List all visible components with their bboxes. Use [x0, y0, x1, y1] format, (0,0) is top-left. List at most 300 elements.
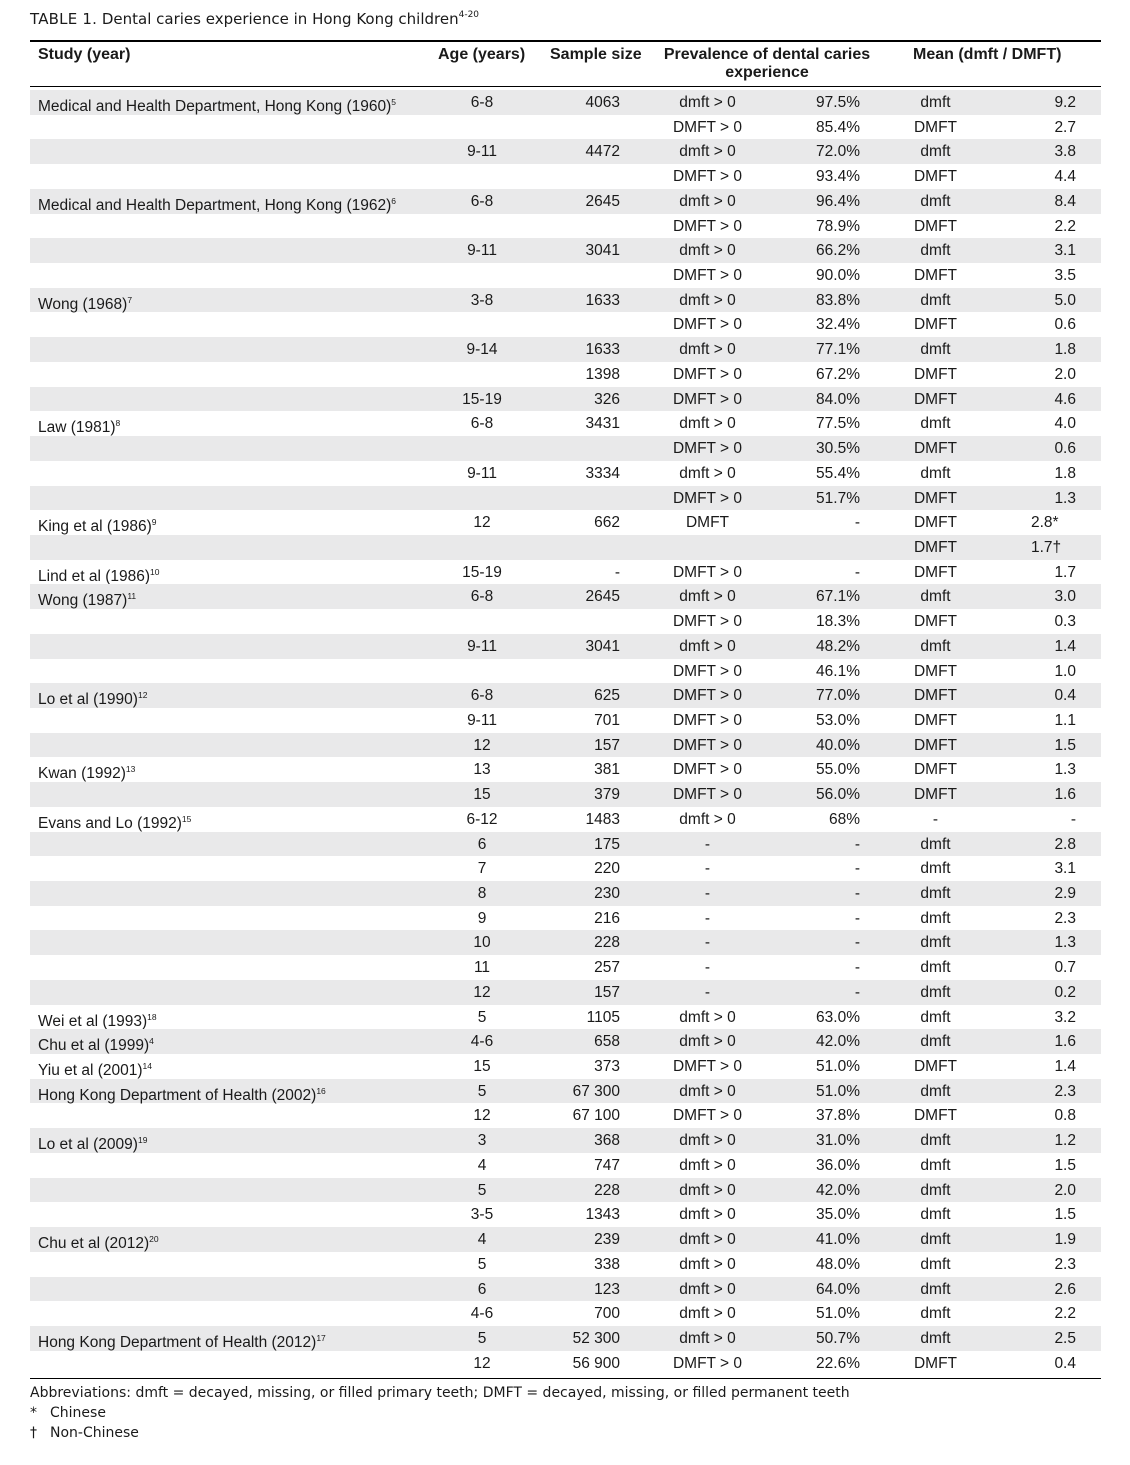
cell-study	[38, 1032, 154, 1055]
reference-number: 14	[142, 1061, 153, 1072]
study-name: Lind et al (1986)	[38, 567, 151, 585]
cell-age: 5	[477, 1082, 487, 1100]
cell-prevalence-indicator: DMFT	[685, 514, 730, 532]
table-row	[30, 535, 1101, 560]
cell-age: 12	[473, 1107, 491, 1125]
cell-mean-unit: dmft	[920, 1082, 951, 1100]
cell-mean-value: 2.3	[1054, 1082, 1076, 1100]
table-row	[30, 263, 1101, 288]
cell-mean-unit: DMFT	[913, 118, 958, 136]
reference-number: 7	[127, 294, 133, 305]
cell-age: 9-11	[467, 143, 497, 161]
table-row	[30, 461, 1101, 486]
cell-age: 6-8	[470, 588, 494, 606]
table-row	[30, 930, 1101, 955]
table-row	[30, 1277, 1101, 1302]
cell-age: 9-11	[467, 711, 497, 729]
cell-mean-value: 2.8*	[1031, 514, 1059, 532]
reference-number: 13	[125, 764, 136, 775]
table-row	[30, 659, 1101, 684]
cell-prevalence-indicator: dmft > 0	[679, 341, 736, 359]
table-row	[30, 1153, 1101, 1178]
cell-mean-value: 3.1	[1054, 242, 1076, 260]
study-name: Wong (1987)	[38, 592, 128, 610]
cell-prevalence-percent: 96.4%	[816, 192, 860, 210]
cell-prevalence-percent: -	[854, 563, 860, 581]
cell-mean-unit: DMFT	[913, 365, 958, 383]
cell-sample-size: 338	[594, 1255, 620, 1273]
cell-mean-value: 4.0	[1054, 415, 1076, 433]
cell-age: 9-11	[467, 242, 497, 260]
study-name: Kwan (1992)	[38, 765, 126, 783]
footnote-dagger-text: Non-Chinese	[50, 1425, 139, 1441]
cell-prevalence-indicator: dmft > 0	[679, 637, 736, 655]
table-row	[30, 955, 1101, 980]
cell-prevalence-percent: 53.0%	[816, 711, 860, 729]
cell-prevalence-indicator: dmft > 0	[679, 291, 736, 309]
footnote-chinese	[30, 1403, 850, 1423]
cell-mean-unit: DMFT	[913, 662, 958, 680]
cell-prevalence-indicator: DMFT > 0	[672, 761, 743, 779]
table-row	[30, 288, 1101, 313]
header-prevalence-line1: Prevalence of dental caries	[663, 46, 871, 63]
cell-prevalence-percent: 55.0%	[816, 761, 860, 779]
cell-sample-size: 3041	[585, 242, 620, 260]
cell-prevalence-percent: 84.0%	[816, 390, 860, 408]
cell-sample-size: 228	[594, 934, 620, 952]
cell-study	[38, 587, 136, 610]
cell-study	[38, 686, 147, 709]
cell-prevalence-indicator: DMFT > 0	[672, 316, 743, 334]
cell-mean-unit: DMFT	[913, 267, 958, 285]
cell-age: 8	[477, 885, 487, 902]
footnote-star-symbol: *	[30, 1405, 37, 1421]
cell-mean-unit: DMFT	[913, 1354, 958, 1372]
cell-prevalence-percent: 55.4%	[816, 464, 860, 482]
cell-mean-value: 4.4	[1054, 168, 1076, 186]
cell-mean-value: 8.4	[1054, 192, 1076, 210]
cell-study	[38, 563, 160, 586]
cell-mean-value: 1.6	[1054, 786, 1076, 804]
cell-prevalence-percent: 67.1%	[816, 588, 860, 606]
cell-age: 13	[473, 761, 491, 779]
cell-prevalence-percent: 93.4%	[816, 168, 860, 186]
study-name: Law (1981)	[38, 419, 116, 437]
cell-study	[38, 1230, 159, 1253]
cell-mean-value: 0.4	[1054, 687, 1076, 705]
cell-prevalence-percent: 68%	[828, 810, 860, 828]
cell-prevalence-percent: 72.0%	[816, 143, 860, 161]
table-row	[30, 609, 1101, 634]
cell-sample-size: 56 900	[572, 1354, 620, 1372]
table-notes	[30, 1383, 850, 1443]
cell-sample-size: 1483	[585, 810, 620, 828]
cell-prevalence-indicator: dmft > 0	[679, 1231, 736, 1249]
cell-prevalence-indicator: DMFT > 0	[672, 1107, 743, 1125]
cell-mean-value: 2.0	[1054, 1181, 1076, 1199]
table-row	[30, 708, 1101, 733]
table-row	[30, 807, 1101, 832]
cell-sample-size: 381	[594, 761, 620, 779]
footnote-star-text: Chinese	[50, 1405, 106, 1421]
cell-age: 10	[473, 934, 491, 952]
cell-prevalence-percent: 97.5%	[816, 94, 860, 111]
cell-prevalence-indicator: dmft > 0	[679, 192, 736, 210]
cell-study	[38, 810, 191, 833]
cell-mean-value: 1.6	[1054, 1033, 1076, 1051]
cell-prevalence-percent: 51.7%	[816, 489, 860, 507]
cell-prevalence-indicator: DMFT > 0	[672, 267, 743, 285]
cell-prevalence-percent: 67.2%	[816, 365, 860, 383]
cell-prevalence-percent: 51.0%	[816, 1082, 860, 1100]
cell-mean-unit: dmft	[920, 1156, 951, 1174]
table-row	[30, 312, 1101, 337]
cell-mean-unit: DMFT	[913, 168, 958, 186]
reference-number: 16	[316, 1085, 326, 1096]
cell-prevalence-percent: 77.0%	[816, 687, 860, 705]
cell-mean-unit: dmft	[920, 588, 951, 606]
cell-mean-unit: dmft	[920, 1305, 951, 1323]
cell-mean-value: 3.0	[1054, 588, 1076, 606]
cell-sample-size: 4472	[585, 143, 620, 161]
cell-mean-unit: DMFT	[913, 613, 958, 631]
cell-mean-value: 1.3	[1054, 761, 1076, 779]
reference-number: 6	[391, 195, 396, 206]
cell-sample-size: 67 100	[572, 1107, 620, 1125]
study-name: King et al (1986)	[38, 518, 152, 536]
cell-prevalence-percent: -	[854, 835, 860, 853]
footnote-dagger-symbol: †	[30, 1425, 37, 1441]
cell-prevalence-indicator: DMFT > 0	[672, 440, 743, 458]
cell-age: 3	[477, 1132, 487, 1150]
cell-prevalence-indicator: DMFT > 0	[672, 217, 743, 235]
cell-prevalence-percent: -	[854, 885, 860, 902]
cell-study	[38, 760, 135, 783]
cell-study	[38, 513, 156, 536]
cell-prevalence-indicator: dmft > 0	[679, 1082, 736, 1100]
table-row	[30, 90, 1101, 115]
table-row	[30, 1128, 1101, 1153]
cell-prevalence-percent: -	[854, 983, 860, 1001]
cell-mean-unit: DMFT	[913, 563, 958, 581]
header-rule	[30, 86, 1101, 87]
reference-number: 20	[149, 1234, 159, 1245]
cell-mean-unit: dmft	[920, 1231, 951, 1249]
cell-prevalence-indicator: dmft > 0	[679, 588, 736, 606]
cell-mean-unit: DMFT	[913, 1058, 958, 1076]
table-row	[30, 1252, 1101, 1277]
table-row	[30, 757, 1101, 782]
cell-prevalence-indicator: dmft > 0	[679, 415, 736, 433]
cell-mean-value: 1.8	[1054, 341, 1076, 359]
cell-age: 3-8	[470, 291, 494, 309]
cell-prevalence-indicator: dmft > 0	[679, 1305, 736, 1323]
cell-mean-value: 2.2	[1054, 1305, 1076, 1323]
cell-mean-unit: DMFT	[913, 711, 958, 729]
cell-age: 9-14	[466, 341, 498, 359]
table-body	[30, 90, 1101, 1375]
cell-prevalence-indicator: DMFT > 0	[672, 1058, 743, 1076]
cell-mean-value: 1.5	[1054, 1156, 1076, 1174]
cell-prevalence-percent: 40.0%	[816, 736, 860, 754]
cell-prevalence-percent: 18.3%	[816, 613, 860, 631]
study-name: Evans and Lo (1992)	[38, 814, 182, 832]
header-prevalence-line2: experience	[725, 64, 809, 81]
cell-prevalence-percent: -	[854, 514, 860, 532]
cell-mean-unit: dmft	[920, 1329, 951, 1347]
cell-mean-unit: dmft	[920, 415, 951, 433]
cell-sample-size: 3334	[585, 464, 620, 482]
cell-mean-unit: DMFT	[913, 440, 958, 458]
table-row	[30, 238, 1101, 263]
reference-number: 10	[150, 566, 160, 577]
cell-prevalence-percent: 50.7%	[816, 1329, 860, 1347]
cell-prevalence-indicator: DMFT > 0	[672, 365, 743, 383]
table-row	[30, 189, 1101, 214]
table-row	[30, 1301, 1101, 1326]
cell-prevalence-indicator: dmft > 0	[679, 94, 736, 111]
cell-mean-value: 2.2	[1054, 217, 1076, 235]
cell-mean-value: 5.0	[1054, 291, 1076, 309]
cell-age: 7	[477, 860, 487, 878]
cell-age: 11	[473, 959, 491, 977]
cell-mean-value: 0.2	[1054, 983, 1076, 1001]
cell-mean-value: 2.9	[1054, 885, 1076, 902]
cell-mean-value: 0.6	[1054, 316, 1076, 334]
table-row	[30, 214, 1101, 239]
cell-prevalence-indicator: DMFT > 0	[672, 662, 743, 680]
table-row	[30, 584, 1101, 609]
cell-sample-size: 123	[594, 1280, 620, 1298]
table-row	[30, 832, 1101, 857]
caption-refs: 4-20	[458, 10, 480, 20]
study-name: Medical and Health Department, Hong Kong (1962)	[38, 196, 392, 214]
cell-age: 5	[477, 1255, 487, 1273]
cell-mean-unit: dmft	[920, 934, 951, 952]
cell-prevalence-indicator: DMFT > 0	[672, 786, 743, 804]
cell-mean-value: 1.7†	[1031, 538, 1062, 556]
reference-number: 5	[391, 97, 396, 107]
study-name: Hong Kong Department of Health (2012)	[38, 1333, 317, 1351]
study-name: Chu et al (1999)	[38, 1037, 150, 1055]
cell-prevalence-indicator: DMFT > 0	[672, 563, 743, 581]
cell-age: 15	[473, 1058, 491, 1076]
header-age: Age (years)	[438, 46, 526, 63]
cell-mean-value: 2.5	[1054, 1329, 1076, 1347]
cell-study	[38, 192, 396, 215]
cell-mean-value: 2.7	[1054, 118, 1076, 136]
cell-prevalence-percent: 31.0%	[816, 1132, 860, 1150]
study-name: Wei et al (1993)	[38, 1012, 148, 1030]
cell-prevalence-percent: 51.0%	[816, 1058, 860, 1076]
cell-prevalence-indicator: -	[704, 983, 711, 1001]
cell-prevalence-indicator: DMFT > 0	[672, 736, 743, 754]
cell-study	[38, 1082, 326, 1105]
cell-mean-value: 1.1	[1054, 711, 1076, 729]
cell-prevalence-indicator: -	[704, 934, 711, 952]
cell-age: 6-8	[470, 192, 494, 210]
reference-number: 8	[115, 418, 121, 429]
cell-prevalence-percent: 46.1%	[816, 662, 860, 680]
table-row	[30, 115, 1101, 140]
cell-prevalence-percent: 83.8%	[816, 291, 860, 309]
cell-sample-size: 3431	[585, 415, 620, 433]
cell-prevalence-indicator: DMFT > 0	[672, 1354, 743, 1372]
cell-sample-size: 625	[594, 687, 620, 705]
cell-sample-size: 67 300	[572, 1082, 620, 1100]
cell-sample-size: 1633	[585, 341, 620, 359]
cell-sample-size: 220	[594, 860, 620, 878]
cell-prevalence-indicator: -	[704, 885, 711, 902]
cell-prevalence-percent: 32.4%	[816, 316, 860, 334]
cell-mean-value: 1.3	[1054, 489, 1076, 507]
reference-number: 12	[137, 690, 148, 701]
reference-number: 11	[127, 591, 137, 602]
study-name: Lo et al (2009)	[38, 1136, 138, 1154]
cell-prevalence-percent: -	[854, 909, 860, 927]
cell-mean-unit: DMFT	[913, 761, 958, 779]
cell-mean-value: 1.4	[1054, 637, 1076, 655]
cell-mean-unit: dmft	[920, 192, 951, 210]
header-sample-size: Sample size	[550, 46, 642, 63]
cell-sample-size: 747	[594, 1156, 620, 1174]
table-row	[30, 1202, 1101, 1227]
cell-prevalence-indicator: dmft > 0	[679, 1255, 736, 1273]
bottom-rule	[30, 1378, 1101, 1379]
cell-mean-unit: dmft	[920, 1181, 951, 1199]
cell-mean-value: 2.8	[1054, 835, 1076, 853]
cell-prevalence-percent: 51.0%	[816, 1305, 860, 1323]
cell-prevalence-percent: -	[854, 934, 860, 952]
cell-sample-size: 701	[594, 711, 620, 729]
table-row	[30, 411, 1101, 436]
cell-mean-value: 1.8	[1054, 464, 1076, 482]
cell-age: 15-19	[462, 563, 502, 581]
cell-mean-value: 1.5	[1054, 1206, 1076, 1224]
cell-prevalence-indicator: DMFT > 0	[672, 118, 743, 136]
cell-sample-size: 4063	[585, 94, 620, 111]
cell-mean-value: 0.3	[1054, 613, 1076, 631]
cell-prevalence-indicator: dmft > 0	[679, 810, 736, 828]
table-row	[30, 1103, 1101, 1128]
cell-mean-unit: dmft	[920, 1132, 951, 1150]
cell-age: 9	[477, 909, 487, 927]
cell-prevalence-percent: 36.0%	[816, 1156, 860, 1174]
cell-prevalence-percent: -	[854, 959, 860, 977]
cell-mean-value: 1.0	[1054, 662, 1076, 680]
study-name: Hong Kong Department of Health (2002)	[38, 1086, 317, 1104]
table-row	[30, 1351, 1101, 1376]
caption-text: Dental caries experience in Hong Kong children	[101, 10, 459, 28]
study-name: Medical and Health Department, Hong Kong (1960)	[38, 98, 392, 115]
reference-number: 9	[151, 517, 157, 528]
cell-sample-size: 662	[594, 514, 620, 532]
cell-sample-size: 326	[594, 390, 620, 408]
cell-prevalence-indicator: DMFT > 0	[672, 711, 743, 729]
table-row	[30, 1227, 1101, 1252]
cell-study	[38, 291, 132, 314]
cell-sample-size: 1105	[586, 1008, 620, 1026]
cell-age: 5	[477, 1329, 487, 1347]
cell-mean-value: 2.0	[1054, 365, 1076, 383]
cell-sample-size: 373	[594, 1058, 620, 1076]
study-name: Yiu et al (2001)	[38, 1062, 143, 1080]
cell-prevalence-percent: 42.0%	[816, 1033, 860, 1051]
cell-prevalence-indicator: DMFT > 0	[672, 390, 743, 408]
cell-mean-unit: -	[932, 810, 939, 828]
cell-prevalence-percent: 66.2%	[816, 242, 860, 260]
cell-mean-unit: DMFT	[913, 217, 958, 235]
cell-mean-unit: dmft	[920, 959, 951, 977]
cell-mean-unit: dmft	[920, 291, 951, 309]
cell-mean-value: 0.7	[1054, 959, 1076, 977]
study-name: Wong (1968)	[38, 295, 128, 313]
cell-age: 6	[477, 835, 487, 853]
cell-mean-unit: dmft	[920, 1280, 951, 1298]
cell-mean-unit: dmft	[920, 1206, 951, 1224]
table-row	[30, 683, 1101, 708]
cell-sample-size: 379	[594, 786, 620, 804]
cell-prevalence-percent: 42.0%	[816, 1181, 860, 1199]
cell-sample-size: 368	[594, 1132, 620, 1150]
cell-study	[38, 1329, 326, 1352]
cell-sample-size: 257	[594, 959, 620, 977]
table-row	[30, 362, 1101, 387]
cell-age: 6-12	[466, 810, 498, 828]
cell-age: 6-8	[470, 687, 494, 705]
cell-mean-unit: dmft	[920, 1033, 951, 1051]
cell-age: 12	[473, 1354, 491, 1372]
cell-mean-unit: dmft	[920, 1255, 951, 1273]
cell-mean-value: 1.3	[1054, 934, 1076, 952]
cell-age: 15	[473, 786, 491, 804]
header-study: Study (year)	[38, 46, 131, 63]
cell-mean-unit: DMFT	[913, 514, 958, 532]
table-caption	[30, 10, 479, 28]
cell-prevalence-indicator: dmft > 0	[679, 1280, 736, 1298]
table-header	[30, 40, 1101, 86]
cell-mean-value: 1.9	[1054, 1231, 1076, 1249]
cell-sample-size: 52 300	[572, 1329, 620, 1347]
cell-prevalence-percent: 90.0%	[816, 267, 860, 285]
cell-prevalence-indicator: DMFT > 0	[672, 687, 743, 705]
cell-prevalence-indicator: -	[704, 959, 711, 977]
reference-number: 15	[181, 813, 192, 824]
cell-mean-value: 0.6	[1054, 440, 1076, 458]
cell-prevalence-percent: 41.0%	[816, 1231, 860, 1249]
table-row	[30, 436, 1101, 461]
cell-sample-size: 658	[594, 1033, 620, 1051]
cell-prevalence-indicator: -	[704, 835, 711, 853]
cell-mean-value: 4.6	[1054, 390, 1076, 408]
table-row	[30, 634, 1101, 659]
cell-prevalence-indicator: dmft > 0	[679, 1329, 736, 1347]
cell-sample-size: 157	[594, 983, 620, 1001]
cell-mean-unit: DMFT	[913, 687, 958, 705]
cell-prevalence-indicator: DMFT > 0	[672, 489, 743, 507]
cell-prevalence-indicator: dmft > 0	[679, 242, 736, 260]
table-row	[30, 980, 1101, 1005]
cell-mean-unit: DMFT	[913, 316, 958, 334]
cell-age: 12	[473, 514, 491, 532]
cell-age: 9-11	[467, 464, 497, 482]
table-row	[30, 139, 1101, 164]
reference-number: 4	[149, 1036, 154, 1047]
table-row	[30, 881, 1101, 906]
cell-sample-size: 2645	[585, 588, 620, 606]
cell-mean-value: 2.3	[1054, 909, 1076, 927]
cell-mean-unit: DMFT	[913, 538, 958, 556]
